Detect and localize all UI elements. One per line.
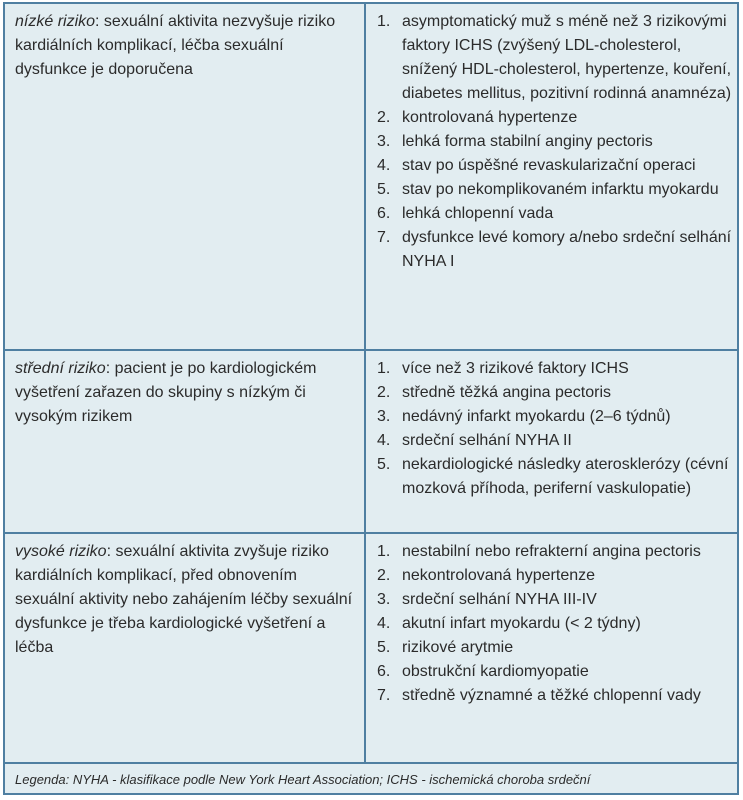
list-item bbox=[377, 202, 733, 226]
item-text: lehká forma stabilní anginy pectoris bbox=[402, 133, 653, 150]
list-item bbox=[377, 381, 733, 405]
list-item bbox=[377, 178, 733, 202]
item-number: 3. bbox=[377, 133, 391, 150]
list-item bbox=[377, 106, 733, 130]
item-text: středně významné a těžké chlopenní vady bbox=[402, 687, 701, 704]
column-divider bbox=[364, 351, 366, 532]
list-item bbox=[377, 612, 733, 636]
item-number: 5. bbox=[377, 456, 391, 473]
list-item bbox=[377, 660, 733, 684]
column-divider bbox=[364, 4, 366, 349]
item-text: nekardiologické následky aterosklerózy (cévní mozková příhoda, periferní vaskulopatie) bbox=[402, 456, 729, 497]
item-text: obstrukční kardiomyopatie bbox=[402, 663, 589, 680]
item-text: nedávný infarkt myokardu (2–6 týdnů) bbox=[402, 408, 671, 425]
item-text: středně těžká angina pectoris bbox=[402, 384, 612, 401]
table-row-high-risk bbox=[5, 534, 737, 764]
item-text: asymptomatický muž s méně než 3 rizikovými faktory ICHS (zvýšený LDL-cholesterol, snížený HDL-cholesterol, hypertenze, kouření, diabetes mellitus, pozitivní rodinná anamnéza) bbox=[402, 13, 732, 102]
list-item bbox=[377, 540, 733, 564]
risk-description-cell bbox=[15, 10, 355, 82]
item-number: 4. bbox=[377, 432, 391, 449]
item-number: 1. bbox=[377, 13, 391, 30]
condition-list bbox=[377, 357, 733, 501]
item-text: stav po nekomplikovaném infarktu myokardu bbox=[402, 181, 719, 198]
item-text: rizikové arytmie bbox=[402, 639, 514, 656]
item-number: 4. bbox=[377, 157, 391, 174]
item-text: stav po úspěšné revaskularizační operaci bbox=[402, 157, 696, 174]
item-number: 7. bbox=[377, 687, 391, 704]
risk-level-label: střední riziko bbox=[15, 360, 106, 377]
risk-level-description: : pacient je po kardiologickém vyšetření zařazen do skupiny s nízkým či vysokým rizikem bbox=[15, 360, 317, 425]
item-number: 5. bbox=[377, 639, 391, 656]
risk-description-cell bbox=[15, 357, 355, 429]
item-text: lehká chlopenní vada bbox=[402, 205, 554, 222]
table-legend: Legenda: NYHA - klasifikace podle New York Heart Association; ICHS - ischemická choroba srdeční bbox=[15, 772, 591, 787]
table-row-medium-risk bbox=[5, 351, 737, 534]
item-text: srdeční selhání NYHA III-IV bbox=[402, 591, 597, 608]
item-text: kontrolovaná hypertenze bbox=[402, 109, 578, 126]
item-number: 2. bbox=[377, 109, 391, 126]
risk-table bbox=[3, 2, 739, 795]
item-text: dysfunkce levé komory a/nebo srdeční selhání NYHA I bbox=[402, 229, 732, 270]
risk-description-cell bbox=[15, 540, 355, 660]
item-number: 5. bbox=[377, 181, 391, 198]
item-number: 4. bbox=[377, 615, 391, 632]
list-item bbox=[377, 130, 733, 154]
item-number: 3. bbox=[377, 591, 391, 608]
item-number: 2. bbox=[377, 384, 391, 401]
item-number: 6. bbox=[377, 663, 391, 680]
risk-level-label: vysoké riziko bbox=[15, 543, 107, 560]
risk-level-description: : sexuální aktivita nezvyšuje riziko kardiálních komplikací, léčba sexuální dysfunkce je doporučena bbox=[15, 13, 336, 78]
list-item bbox=[377, 10, 733, 106]
list-item bbox=[377, 405, 733, 429]
item-text: více než 3 rizikové faktory ICHS bbox=[402, 360, 629, 377]
item-number: 1. bbox=[377, 543, 391, 560]
item-number: 2. bbox=[377, 567, 391, 584]
list-item bbox=[377, 357, 733, 381]
list-item bbox=[377, 564, 733, 588]
item-number: 3. bbox=[377, 408, 391, 425]
risk-level-description: : sexuální aktivita zvyšuje riziko kardiálních komplikací, před obnovením sexuální aktivity nebo zahájením léčby sexuální dysfunkce je třeba kardiologické vyšetření a léčba bbox=[15, 543, 353, 656]
list-item bbox=[377, 226, 733, 274]
item-number: 7. bbox=[377, 229, 391, 246]
list-item bbox=[377, 588, 733, 612]
condition-list bbox=[377, 540, 733, 708]
list-item bbox=[377, 636, 733, 660]
item-text: srdeční selhání NYHA II bbox=[402, 432, 572, 449]
condition-list bbox=[377, 10, 733, 274]
item-text: nekontrolovaná hypertenze bbox=[402, 567, 596, 584]
list-item bbox=[377, 429, 733, 453]
risk-level-label: nízké riziko bbox=[15, 13, 96, 30]
item-text: akutní infart myokardu (< 2 týdny) bbox=[402, 615, 641, 632]
list-item bbox=[377, 453, 733, 501]
column-divider bbox=[364, 534, 366, 762]
list-item bbox=[377, 154, 733, 178]
item-text: nestabilní nebo refrakterní angina pectoris bbox=[402, 543, 701, 560]
item-number: 6. bbox=[377, 205, 391, 222]
table-row-low-risk bbox=[5, 4, 737, 351]
item-number: 1. bbox=[377, 360, 391, 377]
list-item bbox=[377, 684, 733, 708]
